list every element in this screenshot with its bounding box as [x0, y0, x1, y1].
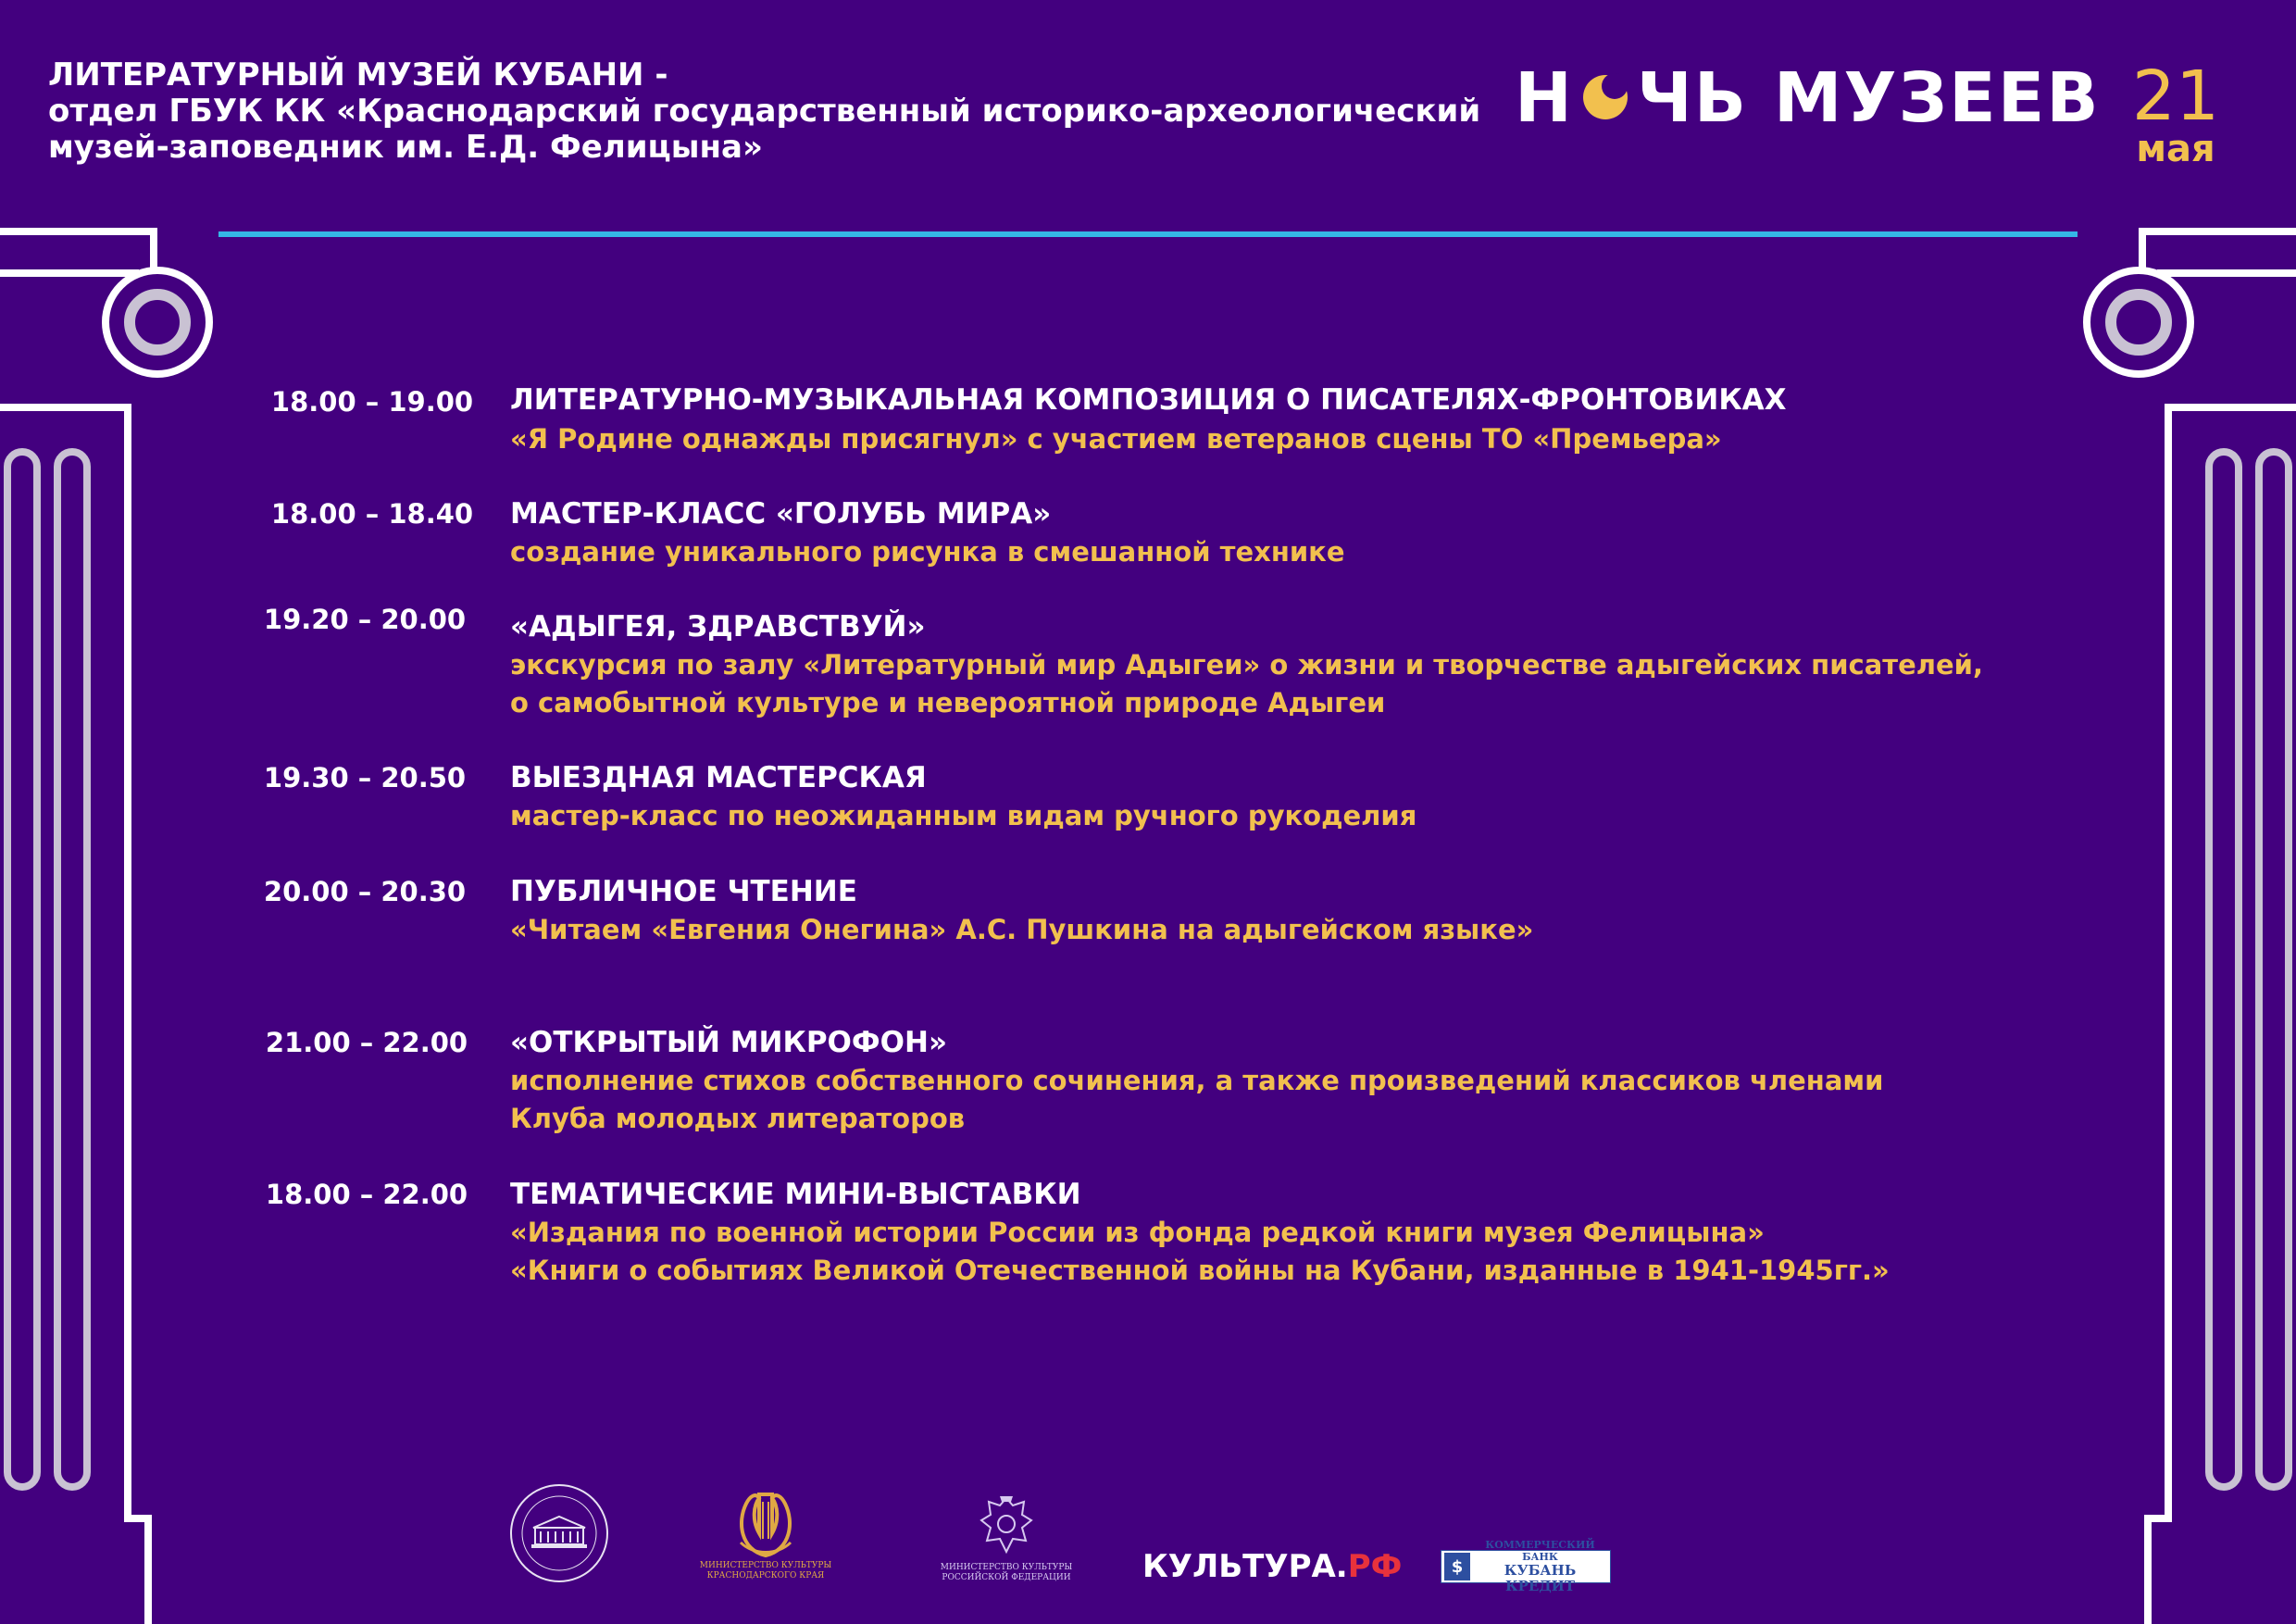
event-description-line: «Издания по военной истории России из фонда редкой книги музея Фелицына»	[510, 1217, 1765, 1248]
event-time: 18.00 – 22.00	[265, 1179, 468, 1210]
event-description-line: создание уникального рисунка в смешанной технике	[510, 536, 1345, 568]
event-description-line: мастер-класс по неожиданным видам ручного рукоделия	[510, 800, 1417, 831]
night-of-museums-logo	[1515, 58, 2101, 138]
event-time: 18.00 – 19.00	[270, 386, 474, 418]
bank-mark-icon: $	[1444, 1553, 1470, 1580]
header-divider	[218, 231, 2078, 237]
event-title: «АДЫГЕЯ, ЗДРАВСТВУЙ»	[510, 610, 926, 643]
event-description	[510, 911, 1533, 949]
event-description-line: исполнение стихов собственного сочинения, а также произведений классиков членами	[510, 1065, 1884, 1096]
event-description-line: Клуба молодых литераторов	[510, 1103, 966, 1134]
event-description-line: «Читаем «Евгения Онегина» А.С. Пушкина на адыгейском языке»	[510, 914, 1534, 945]
header-line-3: музей-заповедник им. Е.Д. Фелицына»	[48, 129, 763, 166]
kultura-rf-logo	[1142, 1548, 1402, 1585]
kultura-rf: РФ	[1347, 1548, 1403, 1585]
kuban-kredit-bank-logo	[1441, 1539, 1611, 1594]
bank-line-1: КОММЕРЧЕСКИЙ БАНК	[1485, 1539, 1595, 1563]
event-description	[510, 420, 1722, 458]
event-title: МАСТЕР-КЛАСС «ГОЛУБЬ МИРА»	[510, 497, 1052, 531]
bank-text	[1470, 1539, 1610, 1594]
event-description	[510, 1062, 1883, 1138]
ministry-krai-line: КРАСНОДАРСКОГО КРАЯ	[706, 1571, 825, 1580]
kultura-main: КУЛЬТУРА.	[1142, 1548, 1348, 1585]
ministry-krai-caption	[696, 1561, 835, 1581]
date-month: мая	[2136, 128, 2215, 170]
event-title: ПУБЛИЧНОЕ ЧТЕНИЕ	[510, 875, 857, 908]
event-time: 19.20 – 20.00	[263, 604, 467, 635]
ministry-rf-line: РОССИЙСКОЙ ФЕДЕРАЦИИ	[942, 1573, 1071, 1582]
bank-line-2: КУБАНЬ КРЕДИТ	[1504, 1562, 1577, 1594]
event-description-line: экскурсия по залу «Литературный мир Адыгеи» о жизни и творчестве адыгейских писателей,	[510, 649, 1984, 681]
event-title: ЛИТЕРАТУРНО-МУЗЫКАЛЬНАЯ КОМПОЗИЦИЯ О ПИСАТЕЛЯХ-ФРОНТОВИКАХ	[510, 383, 1787, 417]
museum-seal-logo	[507, 1481, 611, 1585]
event-time: 21.00 – 22.00	[265, 1027, 468, 1058]
left-column-decoration	[0, 0, 222, 1624]
event-title: ВЫЕЗДНАЯ МАСТЕРСКАЯ	[510, 761, 927, 794]
event-description	[510, 533, 1345, 571]
lyre-icon	[722, 1485, 809, 1561]
right-column-decoration	[2074, 0, 2296, 1624]
ministry-rf-line: МИНИСТЕРСТВО КУЛЬТУРЫ	[940, 1563, 1073, 1572]
museum-header	[48, 57, 1492, 166]
coat-of-arms-icon	[976, 1493, 1037, 1561]
event-description-line: о самобытной культуре и невероятной природе Адыгеи	[510, 687, 1386, 718]
ministry-krai-line: МИНИСТЕРСТВО КУЛЬТУРЫ	[699, 1561, 832, 1570]
event-description-line: «Я Родине однажды присягнул» с участием ветеранов сцены ТО «Премьера»	[510, 423, 1722, 455]
date-day: 21	[2131, 56, 2220, 136]
logo-text-part2: ЧЬ МУЗЕЕВ	[1636, 58, 2101, 138]
event-description	[510, 646, 1983, 722]
logo-text-part1: Н	[1515, 58, 1574, 138]
event-time: 20.00 – 20.30	[263, 876, 467, 907]
header-line-1: ЛИТЕРАТУРНЫЙ МУЗЕЙ КУБАНИ -	[48, 56, 668, 94]
ministry-rf-caption	[935, 1563, 1078, 1583]
event-time: 19.30 – 20.50	[263, 762, 467, 793]
header-line-2: отдел ГБУК КК «Краснодарский государственный историко-археологический	[48, 93, 1481, 130]
event-title: «ОТКРЫТЫЙ МИКРОФОН»	[510, 1026, 947, 1059]
event-description	[510, 1214, 1890, 1290]
event-description-line: «Книги о событиях Великой Отечественной войны на Кубани, изданные в 1941-1945гг.»	[510, 1255, 1890, 1286]
moon-icon	[1576, 66, 1635, 125]
event-title: ТЕМАТИЧЕСКИЕ МИНИ-ВЫСТАВКИ	[510, 1178, 1081, 1211]
event-time: 18.00 – 18.40	[270, 498, 474, 530]
event-description	[510, 797, 1416, 835]
